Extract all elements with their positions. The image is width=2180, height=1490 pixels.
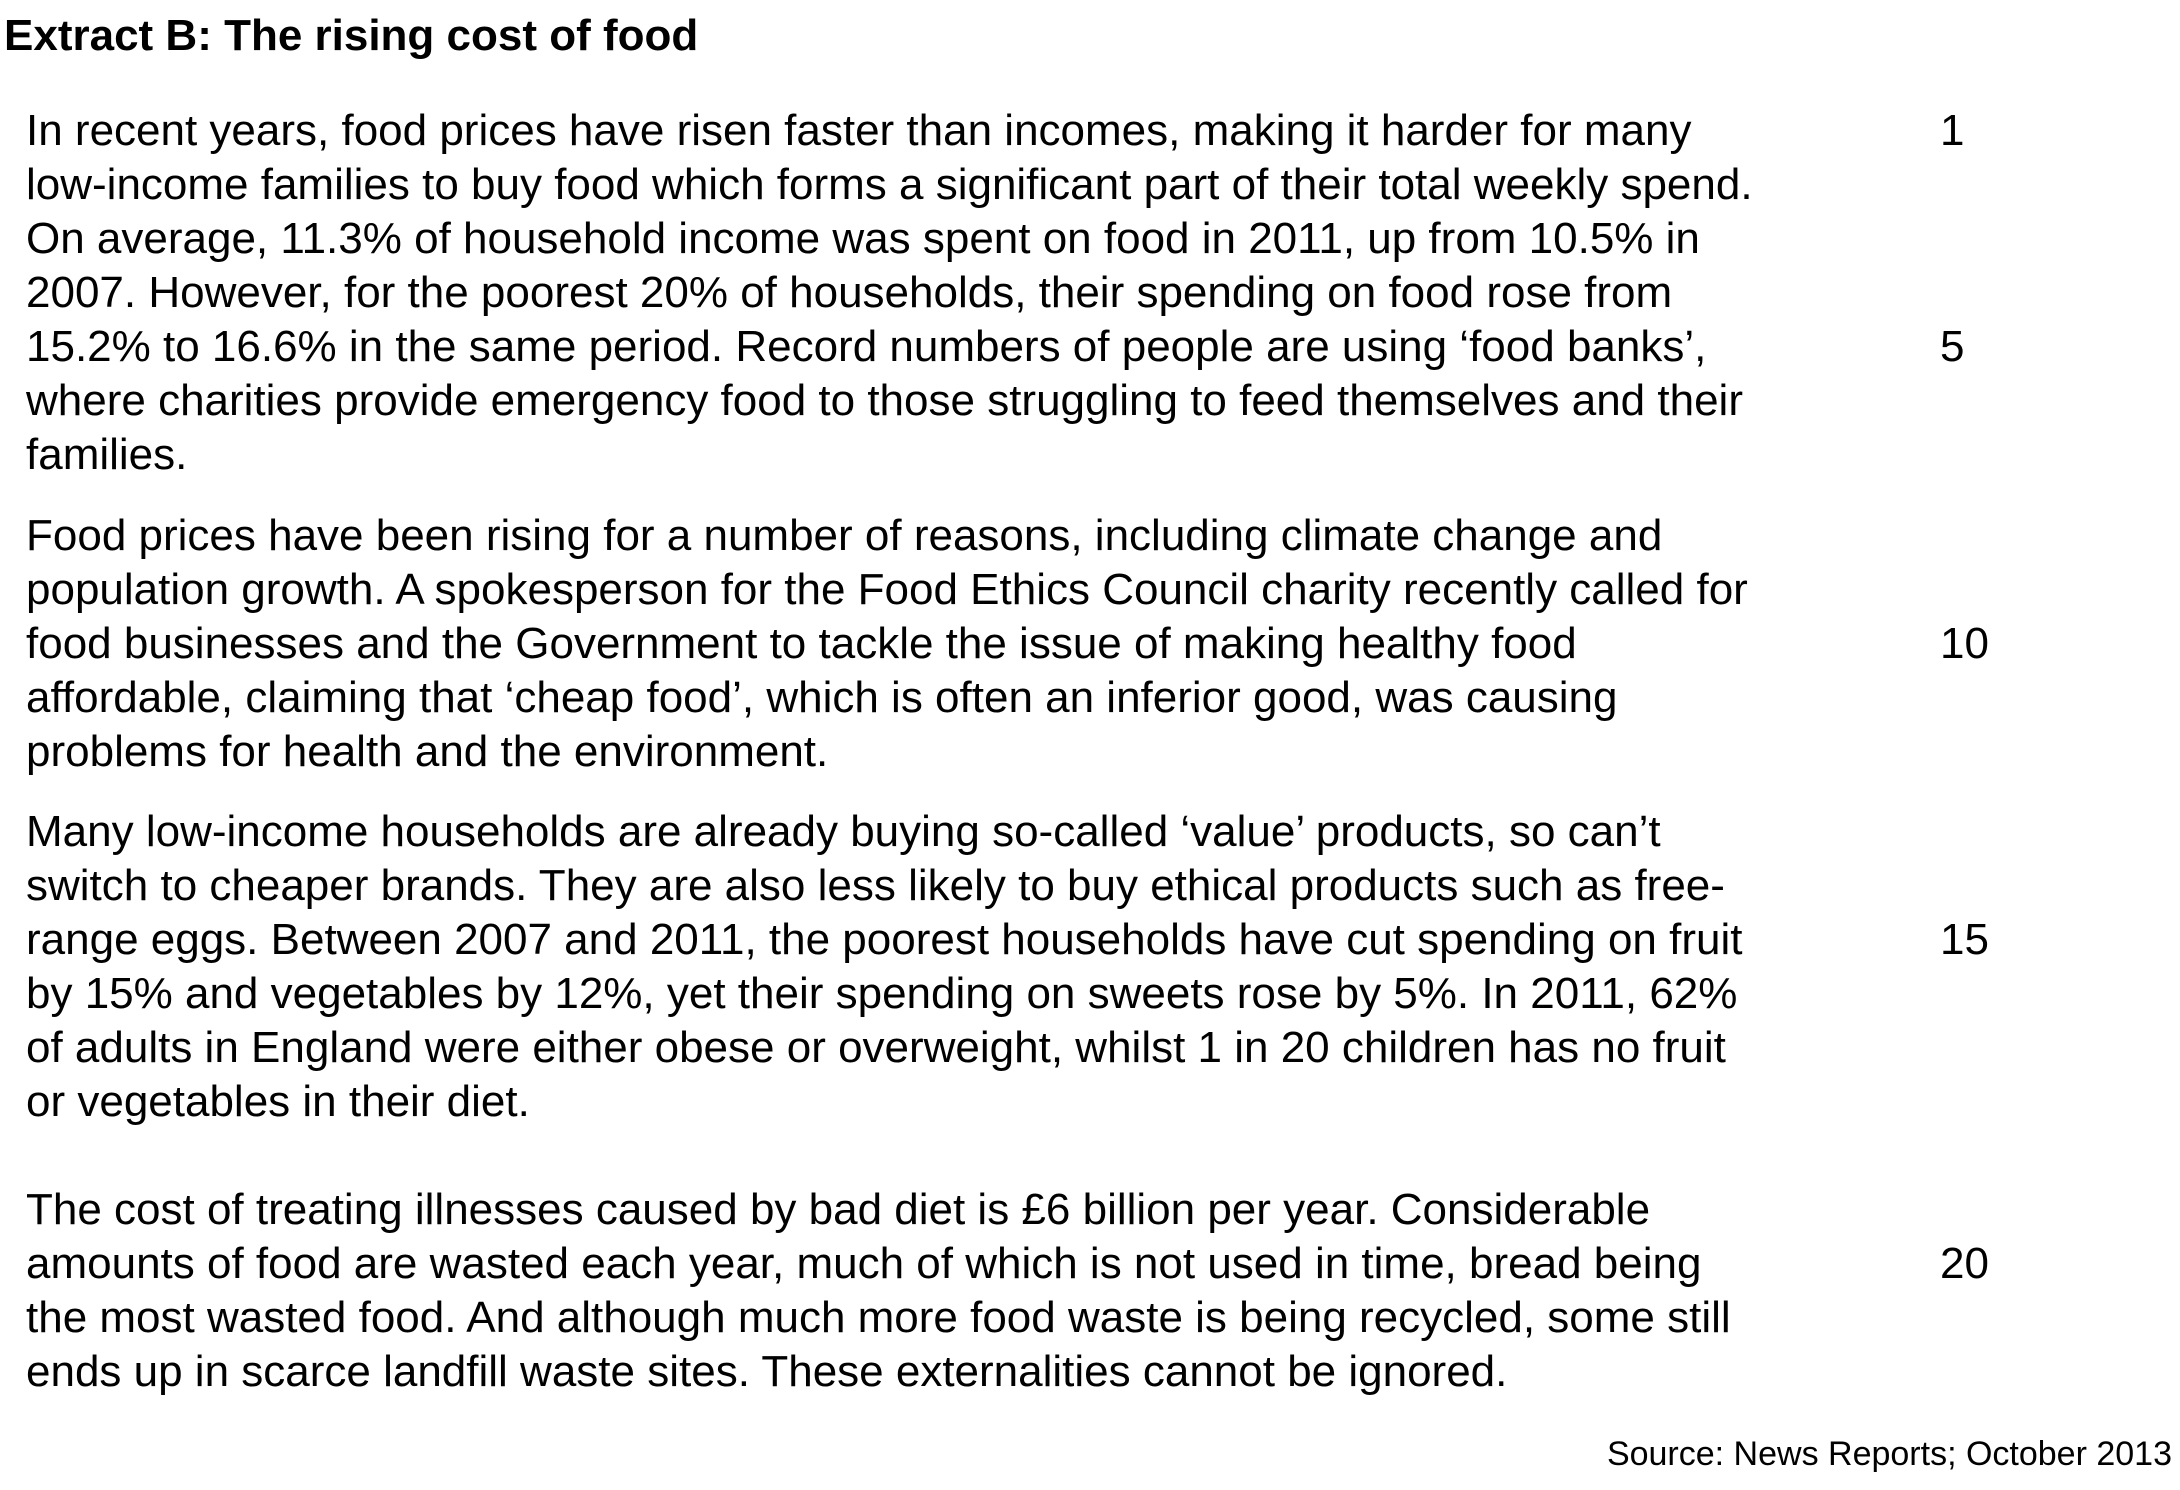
text-line: In recent years, food prices have risen faster than incomes, making it harder for many	[26, 106, 1692, 155]
extract-title: Extract B: The rising cost of food	[4, 11, 699, 60]
text-line: the most wasted food. And although much more food waste is being recycled, some still	[26, 1293, 1731, 1342]
text-line: 15.2% to 16.6% in the same period. Record numbers of people are using ‘food banks’,	[26, 322, 1707, 371]
line-number: 1	[1940, 106, 1965, 155]
text-line: population growth. A spokesperson for the Food Ethics Council charity recently called for	[26, 565, 1748, 614]
text-line: affordable, claiming that ‘cheap food’, which is often an inferior good, was causing	[26, 673, 1618, 722]
text-line: range eggs. Between 2007 and 2011, the poorest households have cut spending on fruit	[26, 915, 1743, 964]
source-citation: Source: News Reports; October 2013	[1606, 1435, 2172, 1473]
text-line: On average, 11.3% of household income was spent on food in 2011, up from 10.5% in	[26, 214, 1700, 263]
text-line: switch to cheaper brands. They are also less likely to buy ethical products such as free-	[26, 861, 1725, 910]
text-line: by 15% and vegetables by 12%, yet their spending on sweets rose by 5%. In 2011, 62%	[26, 969, 1738, 1018]
text-line: Food prices have been rising for a number of reasons, including climate change and	[26, 511, 1663, 560]
text-line: of adults in England were either obese or overweight, whilst 1 in 20 children has no fruit	[26, 1023, 1726, 1072]
line-number: 20	[1940, 1239, 1989, 1288]
line-number: 10	[1940, 619, 1989, 668]
text-line: amounts of food are wasted each year, much of which is not used in time, bread being	[26, 1239, 1702, 1288]
text-line: The cost of treating illnesses caused by bad diet is £6 billion per year. Considerable	[26, 1185, 1651, 1234]
text-line: ends up in scarce landfill waste sites. These externalities cannot be ignored.	[26, 1347, 1508, 1396]
text-line: food businesses and the Government to tackle the issue of making healthy food	[26, 619, 1577, 668]
text-line: low-income families to buy food which forms a significant part of their total weekly spend.	[26, 160, 1753, 209]
line-number: 15	[1940, 915, 1989, 964]
text-line: 2007. However, for the poorest 20% of households, their spending on food rose from	[26, 268, 1673, 317]
text-line: families.	[26, 430, 188, 479]
text-line: or vegetables in their diet.	[26, 1077, 530, 1126]
text-line: Many low-income households are already buying so-called ‘value’ products, so can’t	[26, 807, 1661, 856]
line-number: 5	[1940, 322, 1965, 371]
text-line: where charities provide emergency food to those struggling to feed themselves and their	[26, 376, 1743, 425]
text-line: problems for health and the environment.	[26, 727, 829, 776]
